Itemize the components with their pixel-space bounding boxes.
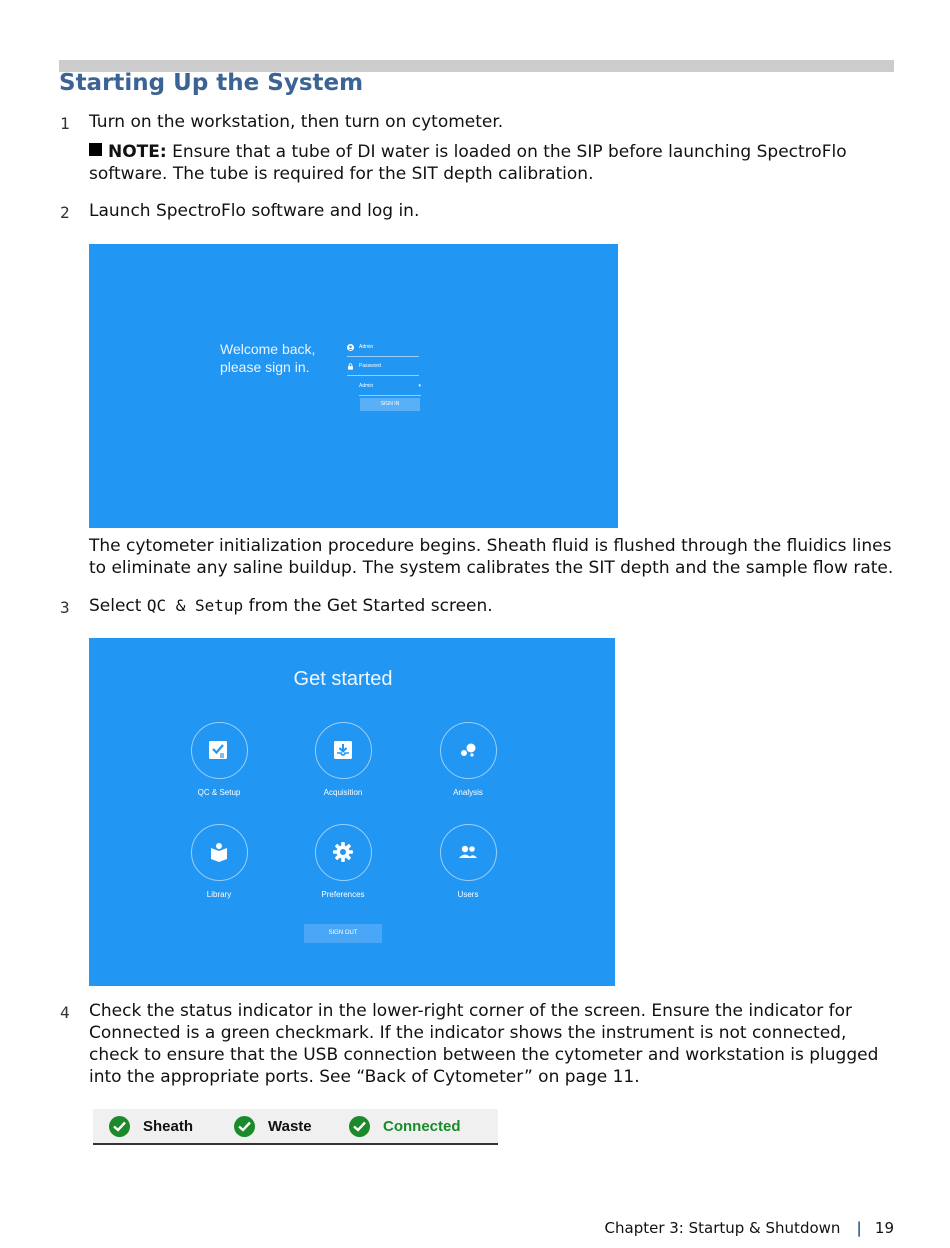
status-sheath: Sheath [109,1109,193,1143]
login-screenshot [89,244,618,528]
step-number: 2 [60,203,70,222]
note-square-icon [89,143,102,156]
acquisition-tray-icon [332,739,354,761]
status-connected: Connected [349,1109,461,1143]
lock-icon [347,363,354,370]
init-paragraph: The cytometer initialization procedure begins. Sheath fluid is flushed through the fluidics lines to eliminate any saline buildup. The system calibrates the SIT depth and the sample flow rate. [89,536,894,578]
footer-chapter: Chapter 3: Startup & Shutdown [604,1219,841,1237]
sign-out-button[interactable]: SIGN OUT [304,924,382,943]
role-select[interactable]: Admin ▾ [359,383,421,396]
section-title: Starting Up the System [59,70,364,96]
step-text: Select QC & Setup from the Get Started screen. [89,596,493,616]
page-footer [605,1219,894,1237]
library-book-icon [208,841,230,863]
note-label: NOTE: [108,142,167,162]
step-text: Turn on the workstation, then turn on cytometer. [89,112,504,132]
qc-check-icon [208,739,230,761]
step-text: Launch SpectroFlo software and log in. [89,201,420,221]
step-number: 3 [60,598,70,617]
footer-separator: | [856,1219,862,1237]
status-waste: Waste [234,1109,312,1143]
green-check-icon [109,1116,130,1137]
sign-in-button[interactable]: SIGN IN [360,398,420,411]
analysis-dots-icon [457,739,479,761]
users-icon [457,841,479,863]
green-check-icon [349,1116,370,1137]
welcome-message: Welcome back, please sign in. [220,341,316,375]
username-field[interactable]: Admin [347,342,419,357]
page-number: 19 [874,1219,894,1237]
note-paragraph [89,141,894,185]
gear-icon [332,841,354,863]
green-check-icon [234,1116,255,1137]
step-text: Check the status indicator in the lower-right corner of the screen. Ensure the indicator for Connected is a green checkmark. If the indicator shows the instrument is not connected, check to ensure that the USB connection between the cytometer and workstation is plugged into the appropriate ports. See “Back of Cytometer” on page 11. [89,1001,879,1087]
chevron-down-icon: ▾ [418,383,421,389]
password-field[interactable]: Password [347,361,419,376]
step-number: 4 [60,1003,70,1022]
note-text: Ensure that a tube of DI water is loaded on the SIP before launching SpectroFlo software. The tube is required for the SIT depth calibration. [89,142,847,184]
get-started-screenshot: Get started QC & Setup Acquisition Analysis Library Preferences Users SIGN OUT [89,638,615,986]
code-term: QC & Setup [146,596,244,615]
status-indicator-bar [93,1109,498,1145]
get-started-title: Get started [293,668,393,690]
step-number: 1 [60,114,70,133]
user-icon [347,344,354,351]
